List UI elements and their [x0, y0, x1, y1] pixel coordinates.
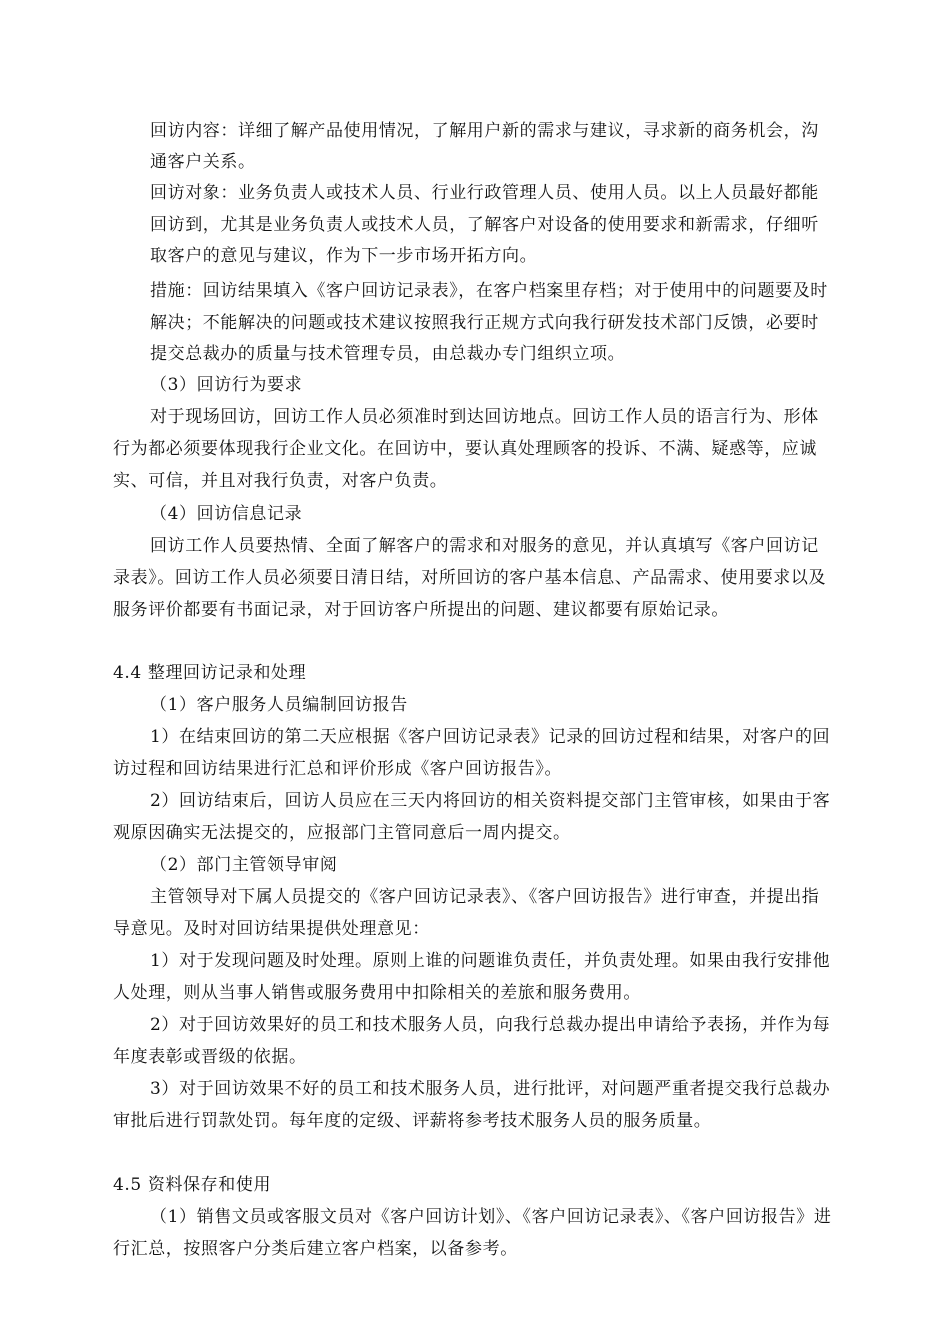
records-heading: （4）回访信息记录 — [150, 504, 303, 524]
section-4-5-sub1-line1: （1）销售文员或客服文员对《客户回访计划》、《客户回访记录表》、《客户回访报告》进 — [150, 1207, 832, 1227]
behavior-line-1: 对于现场回访，回访工作人员必须准时到达回访地点。回访工作人员的语言行为、形体 — [150, 407, 819, 427]
section-4-4-sub1-p1-line2: 访过程和回访结果进行汇总和评价形成《客户回访报告》。 — [113, 759, 563, 779]
section-4-4-sub1-p2-line1: 2）回访结束后，回访人员应在三天内将回访的相关资料提交部门主管审核，如果由于客 — [150, 791, 831, 811]
section-4-4-sub1-heading: （1）客户服务人员编制回访报告 — [150, 695, 408, 715]
section-4-4-sub2-intro-line1: 主管领导对下属人员提交的《客户回访记录表》、《客户回访报告》进行审查，并提出指 — [150, 887, 820, 907]
section-4-4-title: 4.4 整理回访记录和处理 — [113, 663, 307, 683]
target-line-3: 取客户的意见与建议，作为下一步市场开拓方向。 — [150, 246, 538, 266]
records-line-2: 录表》。回访工作人员必须要日清日结，对所回访的客户基本信息、产品需求、使用要求以及 — [113, 568, 827, 588]
section-4-4-sub2-p1-line1: 1）对于发现问题及时处理。原则上谁的问题谁负责任，并负责处理。如果由我行安排他 — [150, 951, 831, 971]
measures-line-2: 解决；不能解决的问题或技术建议按照我行正规方式向我行研发技术部门反馈，必要时 — [150, 313, 819, 333]
behavior-line-3: 实、可信，并且对我行负责，对客户负责。 — [113, 471, 448, 491]
section-4-4-sub2-p1-line2: 人处理，则从当事人销售或服务费用中扣除相关的差旅和服务费用。 — [113, 983, 641, 1003]
records-line-3: 服务评价都要有书面记录，对于回访客户所提出的问题、建议都要有原始记录。 — [113, 600, 729, 620]
section-4-4-sub2-p2-line2: 年度表彰或晋级的依据。 — [113, 1047, 307, 1067]
section-4-4-sub1-p1-line1: 1）在结束回访的第二天应根据《客户回访记录表》记录的回访过程和结果，对客户的回 — [150, 727, 831, 747]
section-4-4-sub2-p2-line1: 2）对于回访效果好的员工和技术服务人员，向我行总裁办提出申请给予表扬，并作为每 — [150, 1015, 831, 1035]
section-4-4-sub1-p2-line2: 观原因确实无法提交的，应报部门主管同意后一周内提交。 — [113, 823, 571, 843]
target-line-1: 回访对象：业务负责人或技术人员、行业行政管理人员、使用人员。以上人员最好都能 — [150, 183, 819, 203]
section-4-4-sub2-p3-line2: 审批后进行罚款处罚。每年度的定级、评薪将参考技术服务人员的服务质量。 — [113, 1111, 712, 1131]
behavior-line-2: 行为都必须要体现我行企业文化。在回访中，要认真处理顾客的投诉、不满、疑惑等，应诚 — [113, 439, 817, 459]
section-4-4-sub2-intro-line2: 导意见。及时对回访结果提供处理意见： — [113, 919, 430, 939]
section-4-5-sub1-line2: 行汇总，按照客户分类后建立客户档案，以备参考。 — [113, 1239, 518, 1259]
records-line-1: 回访工作人员要热情、全面了解客户的需求和对服务的意见，并认真填写《客户回访记 — [150, 536, 819, 556]
content-line-1: 回访内容：详细了解产品使用情况，了解用户新的需求与建议，寻求新的商务机会，沟 — [150, 121, 819, 141]
behavior-heading: （3）回访行为要求 — [150, 375, 303, 395]
content-line-2: 通客户关系。 — [150, 152, 256, 172]
section-4-4-sub2-heading: （2）部门主管领导审阅 — [150, 855, 338, 875]
section-4-5-title: 4.5 资料保存和使用 — [113, 1175, 272, 1195]
measures-line-1: 措施：回访结果填入《客户回访记录表》，在客户档案里存档；对于使用中的问题要及时 — [150, 281, 828, 301]
target-line-2: 回访到，尤其是业务负责人或技术人员，了解客户对设备的使用要求和新需求，仔细听 — [150, 215, 819, 235]
measures-line-3: 提交总裁办的质量与技术管理专员，由总裁办专门组织立项。 — [150, 344, 626, 364]
section-4-4-sub2-p3-line1: 3）对于回访效果不好的员工和技术服务人员，进行批评，对问题严重者提交我行总裁办 — [150, 1079, 831, 1099]
